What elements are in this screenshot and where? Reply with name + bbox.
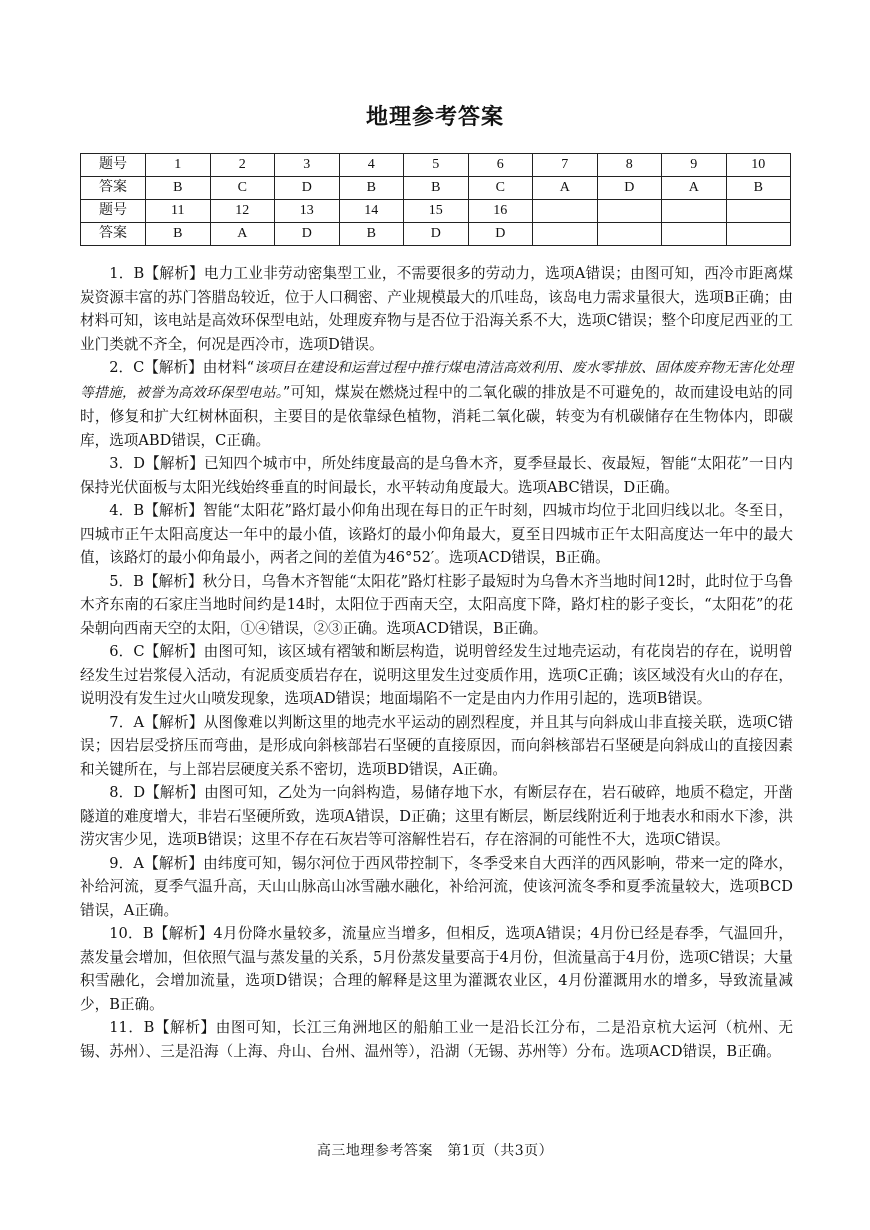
explanation-7: 7．A【解析】从图像难以判断这里的地壳水平运动的剧烈程度，并且其与向斜成山非直接关联，选项C错误；因岩层受挤压而弯曲，是形成向斜核部岩石坚硬的直接原因，而向斜核部岩石坚硬是向斜成山的直接因素和关键所在，与上部岩层硬度关系不密切，选项BD错误，A正确。 <box>80 713 793 778</box>
table-cell: B <box>404 177 469 200</box>
table-row <box>81 200 791 223</box>
table-cell <box>533 223 598 246</box>
table-cell: 1 <box>146 154 211 177</box>
explanation-4: 4．B【解析】智能“太阳花”路灯最小仰角出现在每日的正午时刻，四城市均位于北回归线以北。冬至日，四城市正午太阳高度达一年中的最小值，该路灯的最小仰角最大，夏至日四城市正午太阳高度达一年中的最大值，该路灯的最小仰角最小，两者之间的差值为46°52′。选项ACD错误，B正确。 <box>80 502 793 566</box>
table-cell: 7 <box>533 154 598 177</box>
table-cell: 10 <box>726 154 791 177</box>
table-row <box>81 177 791 200</box>
table-cell: C <box>468 177 533 200</box>
explanation-2-post: ”可知，煤炭在燃烧过程中的二氧化碳的排放是不可避免的，故而建设电站的同时，修复和扩大红树林面积，主要目的是依靠绿色植物，消耗二氧化碳，转变为有机碳储存在生物体内，即碳库，选项ABD错误，C正确。 <box>80 383 793 449</box>
table-cell: 8 <box>597 154 662 177</box>
table-cell: A <box>210 223 275 246</box>
table-cell: B <box>146 223 211 246</box>
explanation-2 <box>80 356 793 452</box>
table-cell: C <box>210 177 275 200</box>
table-cell: D <box>404 223 469 246</box>
table-cell: 13 <box>275 200 340 223</box>
table-cell: 14 <box>339 200 404 223</box>
explanation-10: 10．B【解析】4月份降水量较多，流量应当增多，但相反，选项A错误；4月份已经是春季，气温回升，蒸发量会增加，但依照气温与蒸发量的关系，5月份蒸发量要高于4月份，但流量高于4月份，选项C错误；大量积雪融化，会增加流量，选项D错误；合理的解释是这里为灌溉农业区，4月份灌溉用水的增多，导致流量减少，B正确。 <box>80 925 793 1013</box>
table-row <box>81 223 791 246</box>
explanation-5: 5．B【解析】秋分日，乌鲁木齐智能“太阳花”路灯柱影子最短时为乌鲁木齐当地时间12时，此时位于乌鲁木齐东南的石家庄当地时间约是14时，太阳位于西南天空，太阳高度下降，路灯柱的影子变长，“太阳花”的花朵朝向西南天空的太阳，①④错误，②③正确。选项ACD错误，B正确。 <box>80 572 793 637</box>
table-cell: A <box>662 177 727 200</box>
explanation-2-quote: 该项目在建设和运营过程中推行煤电清洁高效利用、废水零排放、固体废弃物无害化处理等措施，被誉为高效环保型电站。 <box>80 360 793 401</box>
answer-table <box>80 153 791 246</box>
explanation-2-pre: 2．C【解析】由材料“ <box>109 359 255 376</box>
table-cell: 15 <box>404 200 469 223</box>
table-cell <box>597 223 662 246</box>
table-cell: 2 <box>210 154 275 177</box>
table-cell: 3 <box>275 154 340 177</box>
table-cell: B <box>339 223 404 246</box>
table-cell <box>662 223 727 246</box>
table-row <box>81 154 791 177</box>
row-header: 答案 <box>81 177 146 200</box>
table-cell <box>662 200 727 223</box>
table-cell: 11 <box>146 200 211 223</box>
table-cell: D <box>275 177 340 200</box>
table-cell: 4 <box>339 154 404 177</box>
table-cell: 12 <box>210 200 275 223</box>
table-cell: 16 <box>468 200 533 223</box>
table-cell <box>597 200 662 223</box>
page-title: 地理参考答案 <box>365 104 504 130</box>
table-cell <box>726 200 791 223</box>
table-cell: B <box>726 177 791 200</box>
table-cell: B <box>339 177 404 200</box>
table-cell <box>726 223 791 246</box>
explanation-3: 3．D【解析】已知四个城市中，所处纬度最高的是乌鲁木齐，夏季昼最长、夜最短，智能“太阳花”一日内保持光伏面板与太阳光线始终垂直的时间最长，水平转动角度最大。选项ABC错误，D正确。 <box>80 455 793 496</box>
table-cell <box>533 200 598 223</box>
table-cell: 5 <box>404 154 469 177</box>
explanation-8: 8．D【解析】由图可知，乙处为一向斜构造，易储存地下水，有断层存在，岩石破碎，地质不稳定，开凿隧道的难度增大，非岩石坚硬所致，选项A错误，D正确；这里有断层，断层线附近利于地表水和雨水下渗，洪涝灾害少见，选项B错误；这里不存在石灰岩等可溶解性岩石，存在溶洞的可能性不大，选项C错误。 <box>80 784 793 848</box>
explanation-1: 1．B【解析】电力工业非劳动密集型工业，不需要很多的劳动力，选项A错误；由图可知，西冷市距离煤炭资源丰富的苏门答腊岛较近，位于人口稠密、产业规模最大的爪哇岛，该岛电力需求量很大，选项B正确；由材料可知，该电站是高效环保型电站，处理废弃物与是否位于沿海关系不大，选项C错误；整个印度尼西亚的工业门类就不齐全，何况是西冷市，选项D错误。 <box>80 265 793 353</box>
table-cell: D <box>275 223 340 246</box>
table-cell: D <box>468 223 533 246</box>
explanation-11: 11．B【解析】由图可知，长江三角洲地区的船舶工业一是沿长江分布，二是沿京杭大运河（杭州、无锡、苏州）、三是沿海（上海、舟山、台州、温州等），沿湖（无锡、苏州等）分布。选项ACD错误，B正确。 <box>80 1019 793 1060</box>
table-cell: B <box>146 177 211 200</box>
row-header: 题号 <box>81 200 146 223</box>
explanation-6: 6．C【解析】由图可知，该区域有褶皱和断层构造，说明曾经发生过地壳运动，有花岗岩的存在，说明曾经发生过岩浆侵入活动，有泥质变质岩存在，说明这里发生过变质作用，选项C正确；该区域没有火山的存在，说明没有发生过火山喷发现象，选项AD错误；地面塌陷不一定是由内力作用引起的，选项B错误。 <box>80 643 793 707</box>
row-header: 题号 <box>81 154 146 177</box>
row-header: 答案 <box>81 223 146 246</box>
table-cell: 9 <box>662 154 727 177</box>
table-cell: A <box>533 177 598 200</box>
explanations <box>80 262 793 1063</box>
table-cell: 6 <box>468 154 533 177</box>
page-footer: 高三地理参考答案 第1页（共3页） <box>316 1143 554 1159</box>
table-cell: D <box>597 177 662 200</box>
explanation-9: 9．A【解析】由纬度可知，锡尔河位于西风带控制下，冬季受来自大西洋的西风影响，带来一定的降水，补给河流，夏季气温升高，天山山脉高山冰雪融水融化，补给河流，使该河流冬季和夏季流量较大，选项BCD错误，A正确。 <box>80 854 793 919</box>
